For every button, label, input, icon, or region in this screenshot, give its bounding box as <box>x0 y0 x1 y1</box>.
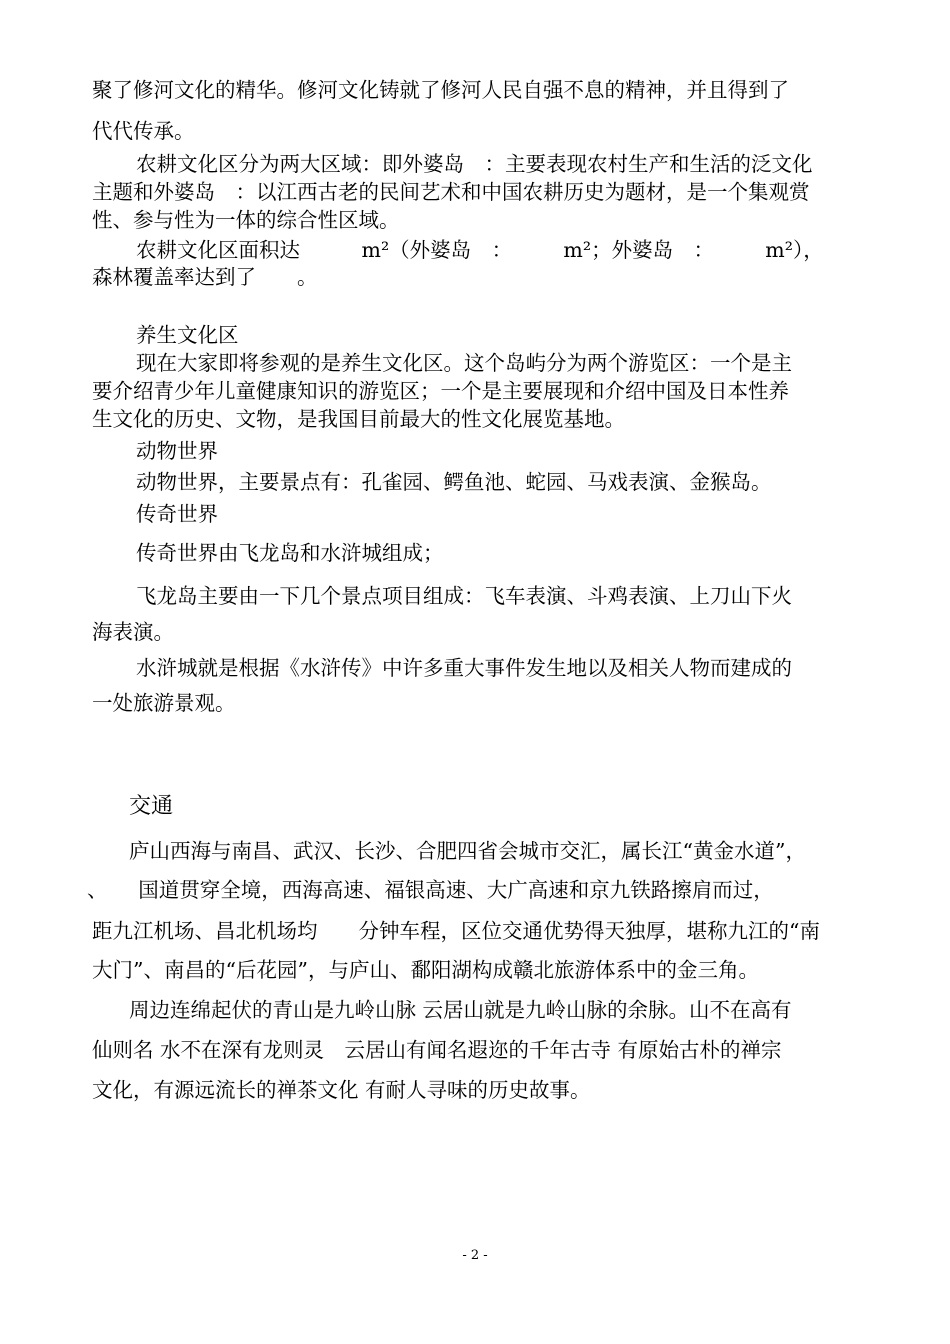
section-heading-traffic: 交通 <box>129 794 174 819</box>
paragraph-line: 聚了修河文化的精华。修河文化铸就了修河人民自强不息的精神，并且得到了 <box>92 78 789 102</box>
paragraph-line: 仙则名 水不在深有龙则灵 云居山有闻名遐迩的千年古寺 有原始古朴的禅宗 <box>92 1038 782 1062</box>
paragraph-line: 飞龙岛主要由一下几个景点项目组成：飞车表演、斗鸡表演、上刀山下火 <box>136 584 792 608</box>
page-number: - 2 - <box>462 1248 488 1263</box>
section-heading: 动物世界 <box>136 439 218 463</box>
paragraph-line: 水浒城就是根据《水浒传》中许多重大事件发生地以及相关人物而建成的 <box>136 656 792 680</box>
paragraph-line: 距九江机场、昌北机场均 分钟车程，区位交通优势得天独厚，堪称九江的“南 <box>92 919 820 943</box>
section-heading: 传奇世界 <box>136 502 218 526</box>
paragraph-line: 文化，有源远流长的禅茶文化 有耐人寻味的历史故事。 <box>92 1078 591 1102</box>
paragraph-line: 农耕文化区分为两大区域：即外婆岛 ：主要表现农村生产和生活的泛文化 <box>136 152 813 176</box>
paragraph-line: 动物世界，主要景点有：孔雀园、鳄鱼池、蛇园、马戏表演、金猴岛。 <box>136 470 772 494</box>
paragraph-line: 周边连绵起伏的青山是九岭山脉 云居山就是九岭山脉的余脉。山不在高有 <box>129 998 792 1022</box>
paragraph-line: 代代传承。 <box>92 119 195 143</box>
paragraph-line: 一处旅游景观。 <box>92 691 236 715</box>
paragraph-line: 森林覆盖率达到了 。 <box>92 265 318 289</box>
paragraph-line: 性、参与性为一体的综合性区域。 <box>92 208 400 232</box>
paragraph-line: 庐山西海与南昌、武汉、长沙、合肥四省会城市交汇，属长江“黄金水道”， <box>129 839 806 863</box>
paragraph-line: 农耕文化区面积达 m²（外婆岛 ： m²；外婆岛 ： m²）， <box>136 238 824 262</box>
paragraph-line: 生文化的历史、文物，是我国目前最大的性文化展览基地。 <box>92 407 625 431</box>
paragraph-line: 主题和外婆岛 ：以江西古老的民间艺术和中国农耕历史为题材，是一个集观赏 <box>92 180 810 204</box>
paragraph-line: 传奇世界由飞龙岛和水浒城组成； <box>136 541 444 565</box>
section-heading: 养生文化区 <box>136 323 239 347</box>
paragraph-line: 、 国道贯穿全境，西海高速、福银高速、大广高速和京九铁路擦肩而过， <box>87 878 774 902</box>
paragraph-line: 要介绍青少年儿童健康知识的游览区；一个是主要展现和介绍中国及日本性养 <box>92 379 789 403</box>
paragraph-line: 大门”、南昌的“后花园”，与庐山、鄱阳湖构成赣北旅游体系中的金三角。 <box>92 958 759 982</box>
paragraph-line: 海表演。 <box>92 620 174 644</box>
paragraph-line: 现在大家即将参观的是养生文化区。这个岛屿分为两个游览区：一个是主 <box>136 351 792 375</box>
